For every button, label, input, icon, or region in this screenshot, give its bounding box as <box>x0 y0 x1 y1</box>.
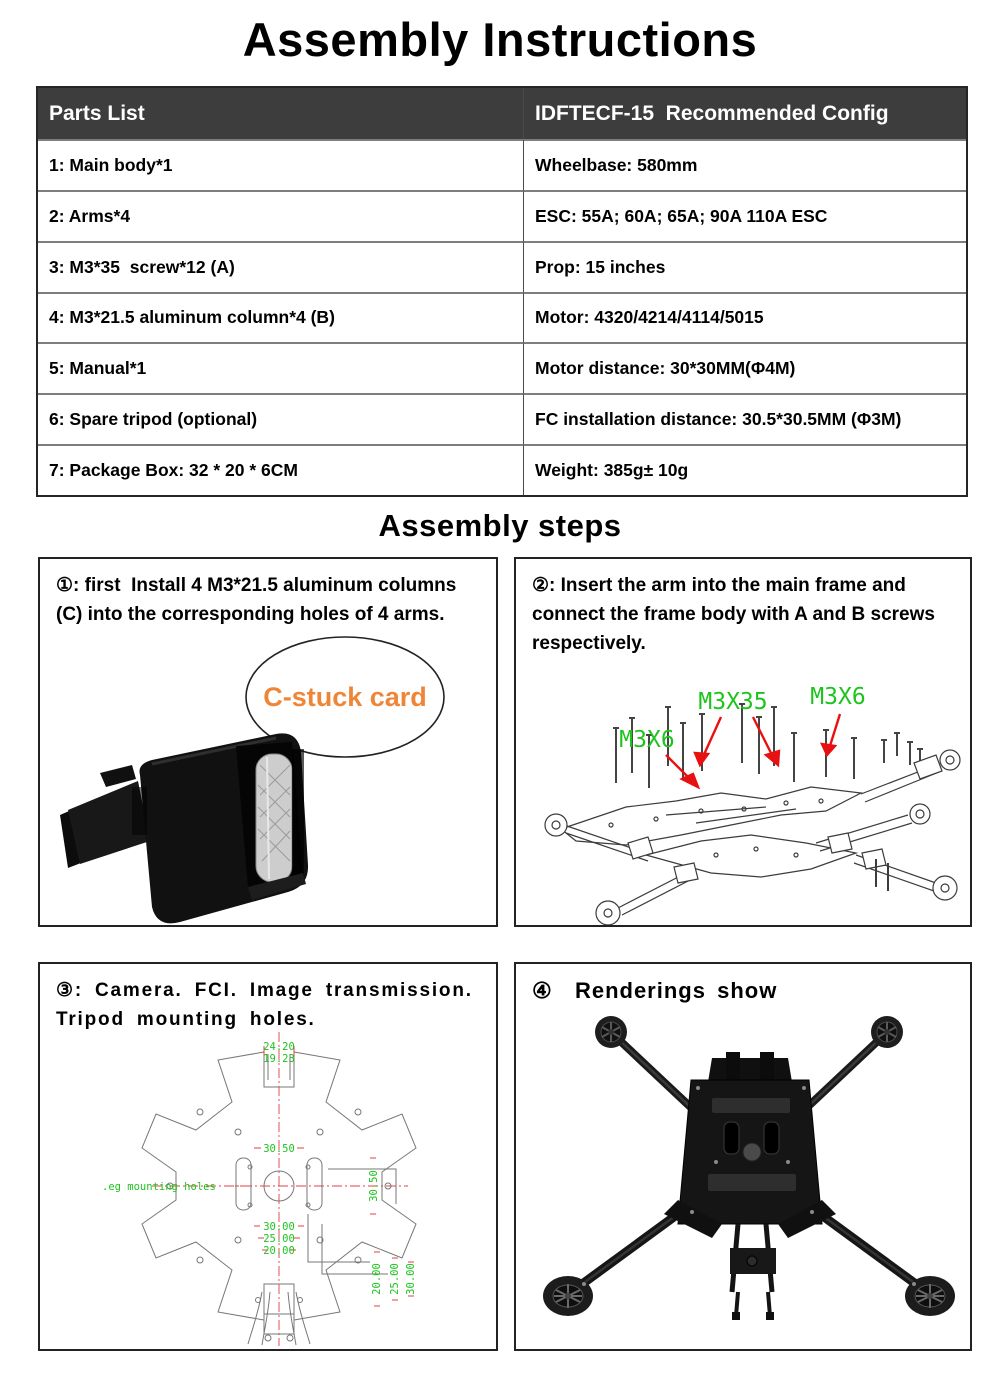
table-header-config: IDFTECF-15 Recommended Config <box>523 88 966 139</box>
table-cell-config-6: FC installation distance: 30.5*30.5MM (Φ3M) <box>523 393 966 444</box>
arm-clamp-part <box>60 733 308 923</box>
dim-24-20: 24.20 <box>263 1041 295 1053</box>
step1-text: ①: first Install 4 M3*21.5 aluminum columns (C) into the corresponding holes of 4 arms. <box>56 575 462 625</box>
dim-right-20-00: 20.00 <box>371 1263 383 1295</box>
step3-cad-drawing <box>40 1029 496 1349</box>
center-plate <box>664 1052 836 1238</box>
page-title: Assembly Instructions <box>242 13 758 66</box>
table-cell-config-1: Wheelbase: 580mm <box>523 139 966 190</box>
table-cell-config-5: Motor distance: 30*30MM(Φ4M) <box>523 342 966 393</box>
table-cell-config-3: Prop: 15 inches <box>523 241 966 292</box>
step4-rendering-photo <box>516 1004 970 1349</box>
c-stuck-card-label: C-stuck card <box>263 682 427 712</box>
dim-19-23: 19.23 <box>263 1053 295 1065</box>
step3-panel <box>38 962 498 1351</box>
step4-panel <box>514 962 972 1351</box>
step2-exploded-diagram <box>516 557 970 925</box>
dim-30-50-h: 30.50 <box>263 1143 295 1155</box>
pointer-arrows <box>666 714 840 787</box>
dimension-ticks <box>208 1046 414 1306</box>
dim-30-50-v: 30.50 <box>368 1170 380 1202</box>
step1-photo-arm-clamp <box>40 625 496 925</box>
table-header-parts-list: Parts List <box>38 88 523 139</box>
landing-gear <box>730 1224 776 1320</box>
step4-text: ④ Renderings show <box>532 978 778 1003</box>
dim-right-25-00: 25.00 <box>389 1263 401 1295</box>
table-cell-part-3: 3: M3*35 screw*12 (A) <box>38 241 523 292</box>
table-cell-part-5: 5: Manual*1 <box>38 342 523 393</box>
step3-text: ③: Camera. FCI. Image transmission. Tripod mounting holes. <box>56 980 485 1030</box>
top-plate <box>561 750 960 845</box>
table-cell-config-7: Weight: 385g± 10g <box>523 444 966 495</box>
label-m3x35: M3X35 <box>698 689 768 715</box>
step1-panel <box>38 557 498 927</box>
label-m3x6-right: M3X6 <box>810 684 866 710</box>
dim-25-00: 25.00 <box>263 1233 295 1245</box>
table-cell-part-7: 7: Package Box: 32 * 20 * 6CM <box>38 444 523 495</box>
dim-30-00: 30.00 <box>263 1221 295 1233</box>
table-cell-part-2: 2: Arms*4 <box>38 190 523 241</box>
assembly-steps-heading: Assembly steps <box>378 508 622 543</box>
table-cell-config-4: Motor: 4320/4214/4114/5015 <box>523 292 966 343</box>
table-cell-part-4: 4: M3*21.5 aluminum column*4 (B) <box>38 292 523 343</box>
parts-table <box>36 86 968 497</box>
label-m3x6-left: M3X6 <box>619 727 675 753</box>
table-cell-part-6: 6: Spare tripod (optional) <box>38 393 523 444</box>
step2-text: ②: Insert the arm into the main frame and connect the frame body with A and B screws respectively. <box>532 575 941 654</box>
step2-panel <box>514 557 972 927</box>
table-cell-config-2: ESC: 55A; 60A; 65A; 90A 110A ESC <box>523 190 966 241</box>
table-cell-part-1: 1: Main body*1 <box>38 139 523 190</box>
dim-right-30-00: 30.00 <box>405 1263 417 1295</box>
note-leg-mounting-holes: .eg mounting holes <box>102 1181 216 1193</box>
dim-20-00: 20.00 <box>263 1245 295 1257</box>
